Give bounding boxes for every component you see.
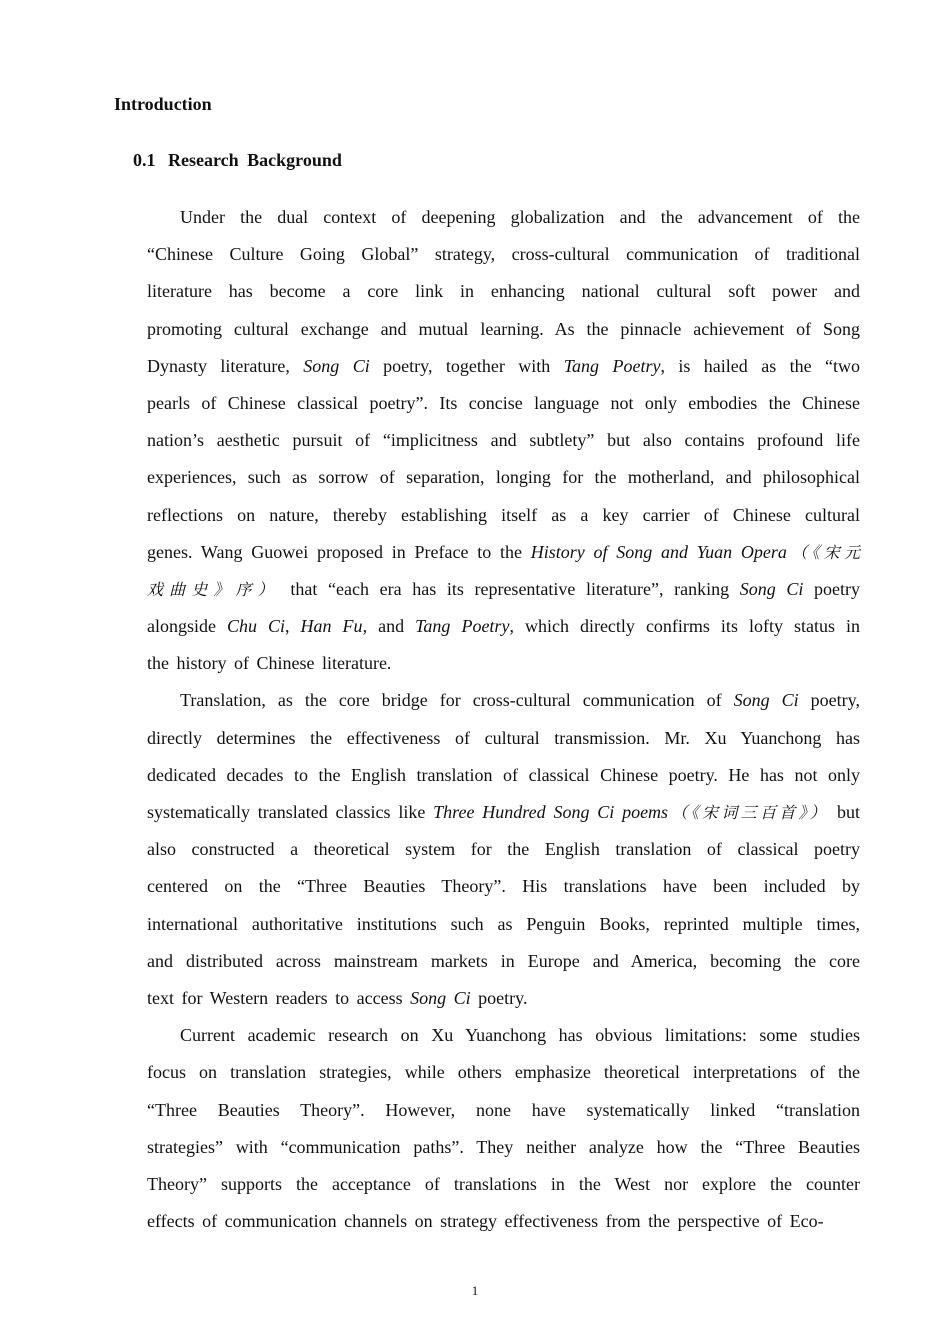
body-paragraph <box>114 1017 860 1240</box>
text-line: genes. Wang Guowei proposed in Preface to the History of Song and Yuan Opera（《宋元 <box>147 541 860 562</box>
text-line: strategies” with “communication paths”. They neither analyze how the “Three Beauties <box>147 1136 860 1157</box>
text-line: international authoritative institutions such as Penguin Books, reprinted multiple times, <box>147 913 860 934</box>
text-line: Dynasty literature, Song Ci poetry, together with Tang Poetry, is hailed as the “two <box>147 355 861 376</box>
text-line: systematically translated classics like Three Hundred Song Ci poems（《宋词三百首》） but <box>147 802 860 822</box>
italic-title: Song Ci <box>739 578 804 599</box>
text-line: promoting cultural exchange and mutual learning. As the pinnacle achievement of Song <box>147 318 860 339</box>
italic-title: Song Ci <box>303 355 370 376</box>
text-line: also constructed a theoretical system for the English translation of classical poetry <box>147 839 860 860</box>
text-line: 戏曲史》序） that “each era has its representative literature”, ranking Song Ci poetry <box>147 578 860 599</box>
chinese-title: （《宋词三百首》） <box>668 803 830 822</box>
subsection-title: Research Background <box>168 150 342 170</box>
body-paragraph <box>114 199 860 682</box>
chinese-title: （《宋元 <box>786 542 860 562</box>
text-line: pearls of Chinese classical poetry”. Its concise language not only embodies the Chinese <box>147 392 860 413</box>
subsection-heading <box>133 149 342 171</box>
text-line: nation’s aesthetic pursuit of “implicitness and subtlety” but also contains profound life <box>147 430 860 451</box>
text-line: centered on the “Three Beauties Theory”. His translations have been included by <box>147 876 860 897</box>
text-line: text for Western readers to access Song Ci poetry. <box>147 987 528 1008</box>
italic-title: Chu Ci <box>227 616 286 637</box>
text-line: “Chinese Culture Going Global” strategy, cross-cultural communication of traditional <box>147 244 860 265</box>
text-line: Theory” supports the acceptance of translations in the West nor explore the counter <box>147 1173 860 1194</box>
text-line: dedicated decades to the English translation of classical Chinese poetry. He has not only <box>147 764 860 785</box>
text-line: reflections on nature, thereby establishing itself as a key carrier of Chinese cultural <box>147 504 860 525</box>
chinese-title: 戏曲史》序） <box>147 579 280 599</box>
section-title: Introduction <box>114 94 212 114</box>
italic-title: History of Song and Yuan Opera <box>530 541 787 562</box>
page-number: 1 <box>471 1283 479 1298</box>
text-line: “Three Beauties Theory”. However, none have systematically linked “translation <box>147 1099 860 1120</box>
text-line: Under the dual context of deepening globalization and the advancement of the <box>180 207 860 227</box>
italic-title: Han Fu <box>300 616 363 637</box>
italic-title: Tang Poetry <box>415 616 510 637</box>
italic-title: Song Ci <box>410 987 471 1008</box>
italic-title: Three Hundred Song Ci poems <box>433 802 669 822</box>
text-line: literature has become a core link in enhancing national cultural soft power and <box>147 281 860 302</box>
text-line: and distributed across mainstream markets in Europe and America, becoming the core <box>147 950 860 971</box>
body-text <box>114 199 860 1240</box>
italic-title: Song Ci <box>733 690 799 711</box>
text-line: focus on translation strategies, while others emphasize theoretical interpretations of the <box>147 1062 860 1083</box>
text-line: Current academic research on Xu Yuanchong has obvious limitations: some studies <box>180 1025 860 1046</box>
text-line: directly determines the effectiveness of cultural transmission. Mr. Xu Yuanchong has <box>147 727 860 748</box>
text-line: effects of communication channels on strategy effectiveness from the perspective of Eco- <box>147 1211 824 1232</box>
text-line: alongside Chu Ci, Han Fu, and Tang Poetry, which directly confirms its lofty status in <box>147 616 860 637</box>
text-line: Translation, as the core bridge for cross-cultural communication of Song Ci poetry, <box>180 690 860 711</box>
body-paragraph <box>114 682 860 1017</box>
text-line: experiences, such as sorrow of separation, longing for the motherland, and philosophical <box>147 467 860 488</box>
italic-title: Tang Poetry <box>563 355 661 376</box>
subsection-number: 0.1 <box>133 150 156 170</box>
text-line: the history of Chinese literature. <box>147 653 392 674</box>
